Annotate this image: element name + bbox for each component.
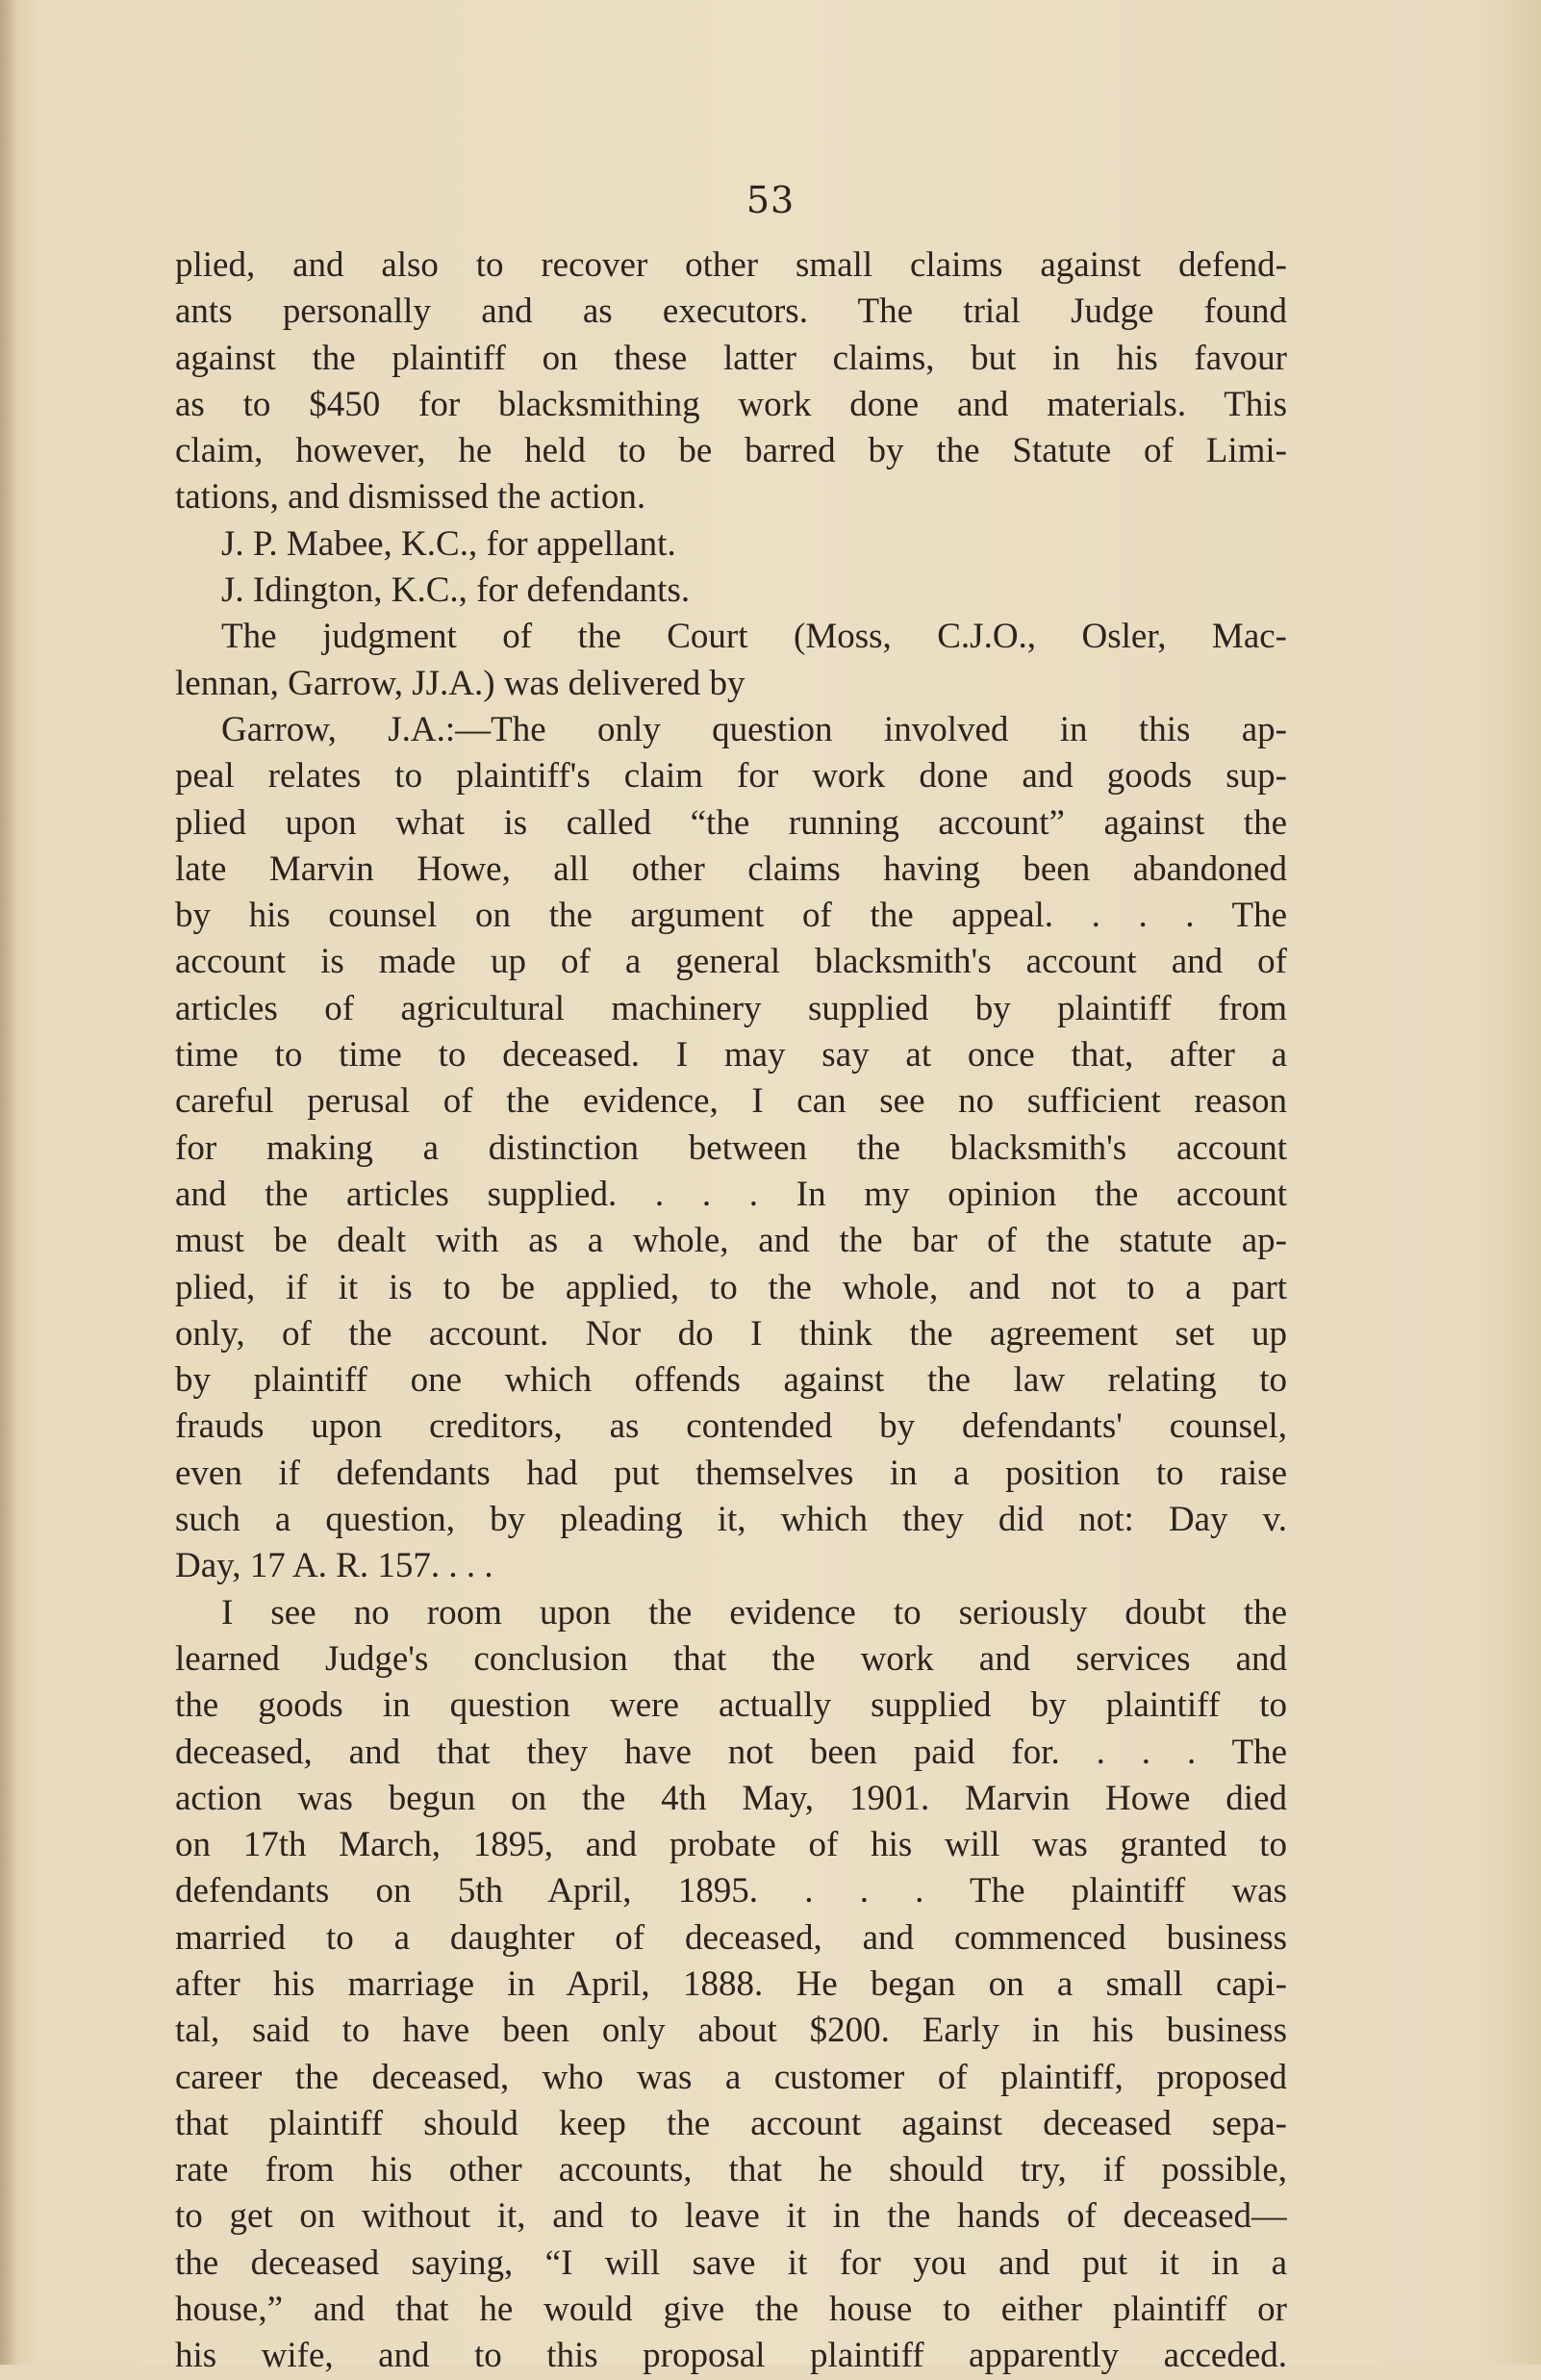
- text-line: tations, and dismissed the action.: [175, 477, 646, 518]
- text-line: must be dealt with as a whole, and the bar of the statute ap-: [175, 1221, 1287, 1261]
- text-line: peal relates to plaintiff's claim for work done and goods sup-: [175, 756, 1287, 797]
- text-line: rate from his other accounts, that he should try, if possible,: [175, 2150, 1287, 2190]
- text-line: account is made up of a general blacksmith's account and of: [175, 942, 1287, 982]
- text-line: learned Judge's conclusion that the work and services and: [175, 1638, 1287, 1679]
- text-line: that plaintiff should keep the account against deceased sepa-: [175, 2103, 1287, 2143]
- text-line: for making a distinction between the blacksmith's account: [175, 1127, 1287, 1168]
- text-line: The judgment of the Court (Moss, C.J.O., Osler, Mac-: [221, 617, 1287, 657]
- text-line: against the plaintiff on these latter claims, but in his favour: [175, 338, 1287, 378]
- text-line: tal, said to have been only about $200. Early in his business: [175, 2011, 1287, 2051]
- text-line: J. Idington, K.C., for defendants.: [221, 570, 691, 611]
- text-line: married to a daughter of deceased, and commenced business: [175, 1917, 1287, 1958]
- text-line: deceased, and that they have not been paid for. . . . The: [175, 1732, 1287, 1772]
- text-line: time to time to deceased. I may say at once that, after a: [175, 1035, 1287, 1076]
- text-line: by plaintiff one which offends against the law relating to: [175, 1360, 1287, 1401]
- text-line: as to $450 for blacksmithing work done and materials. This: [175, 384, 1287, 424]
- text-line: and the articles supplied. . . . In my opinion the account: [175, 1174, 1287, 1214]
- text-line: plied upon what is called “the running account” against the: [175, 802, 1287, 843]
- text-line: Day, 17 A. R. 157. . . .: [175, 1546, 493, 1586]
- text-line: by his counsel on the argument of the appeal. . . . The: [175, 896, 1287, 936]
- text-line: frauds upon creditors, as contended by defendants' counsel,: [175, 1406, 1287, 1447]
- text-line: even if defendants had put themselves in a position to raise: [175, 1453, 1287, 1493]
- text-line: claim, however, he held to be barred by the Statute of Limi-: [175, 431, 1287, 471]
- text-line: lennan, Garrow, JJ.A.) was delivered by: [175, 663, 745, 703]
- binding-edge-shadow: [0, 0, 17, 2365]
- text-line: after his marriage in April, 1888. He began on a small capi-: [175, 1963, 1287, 2004]
- text-line: defendants on 5th April, 1895. . . . The plaintiff was: [175, 1871, 1287, 1912]
- text-line: careful perusal of the evidence, I can see no sufficient reason: [175, 1081, 1287, 1122]
- text-line: his wife, and to this proposal plaintiff apparently acceded.: [175, 2336, 1287, 2376]
- text-line: plied, if it is to be applied, to the whole, and not to a part: [175, 1267, 1287, 1307]
- body-text: [175, 242, 1287, 2380]
- text-line: J. P. Mabee, K.C., for appellant.: [221, 523, 676, 564]
- text-line: such a question, by pleading it, which they did not: Day v.: [175, 1500, 1287, 1540]
- text-line: career the deceased, who was a customer of plaintiff, proposed: [175, 2057, 1287, 2097]
- text-line: action was begun on the 4th May, 1901. Marvin Howe died: [175, 1778, 1287, 1818]
- text-line: the deceased saying, “I will save it for you and put it in a: [175, 2242, 1287, 2283]
- text-line: on 17th March, 1895, and probate of his will was granted to: [175, 1825, 1287, 1865]
- text-line: house,” and that he would give the house to either plaintiff or: [175, 2290, 1287, 2330]
- text-line: plied, and also to recover other small claims against defend-: [175, 245, 1287, 285]
- text-line: articles of agricultural machinery supplied by plaintiff from: [175, 988, 1287, 1028]
- text-line: only, of the account. Nor do I think the agreement set up: [175, 1313, 1287, 1354]
- text-line: ants personally and as executors. The trial Judge found: [175, 291, 1287, 332]
- text-line: Garrow, J.A.:—The only question involved in this ap-: [221, 709, 1287, 749]
- text-line: to get on without it, and to leave it in the hands of deceased—: [175, 2196, 1287, 2237]
- text-line: the goods in question were actually supplied by plaintiff to: [175, 1685, 1287, 1726]
- text-line: late Marvin Howe, all other claims having been abandoned: [175, 848, 1287, 889]
- text-line: I see no room upon the evidence to seriously doubt the: [221, 1592, 1287, 1633]
- page-number: 53: [745, 179, 796, 221]
